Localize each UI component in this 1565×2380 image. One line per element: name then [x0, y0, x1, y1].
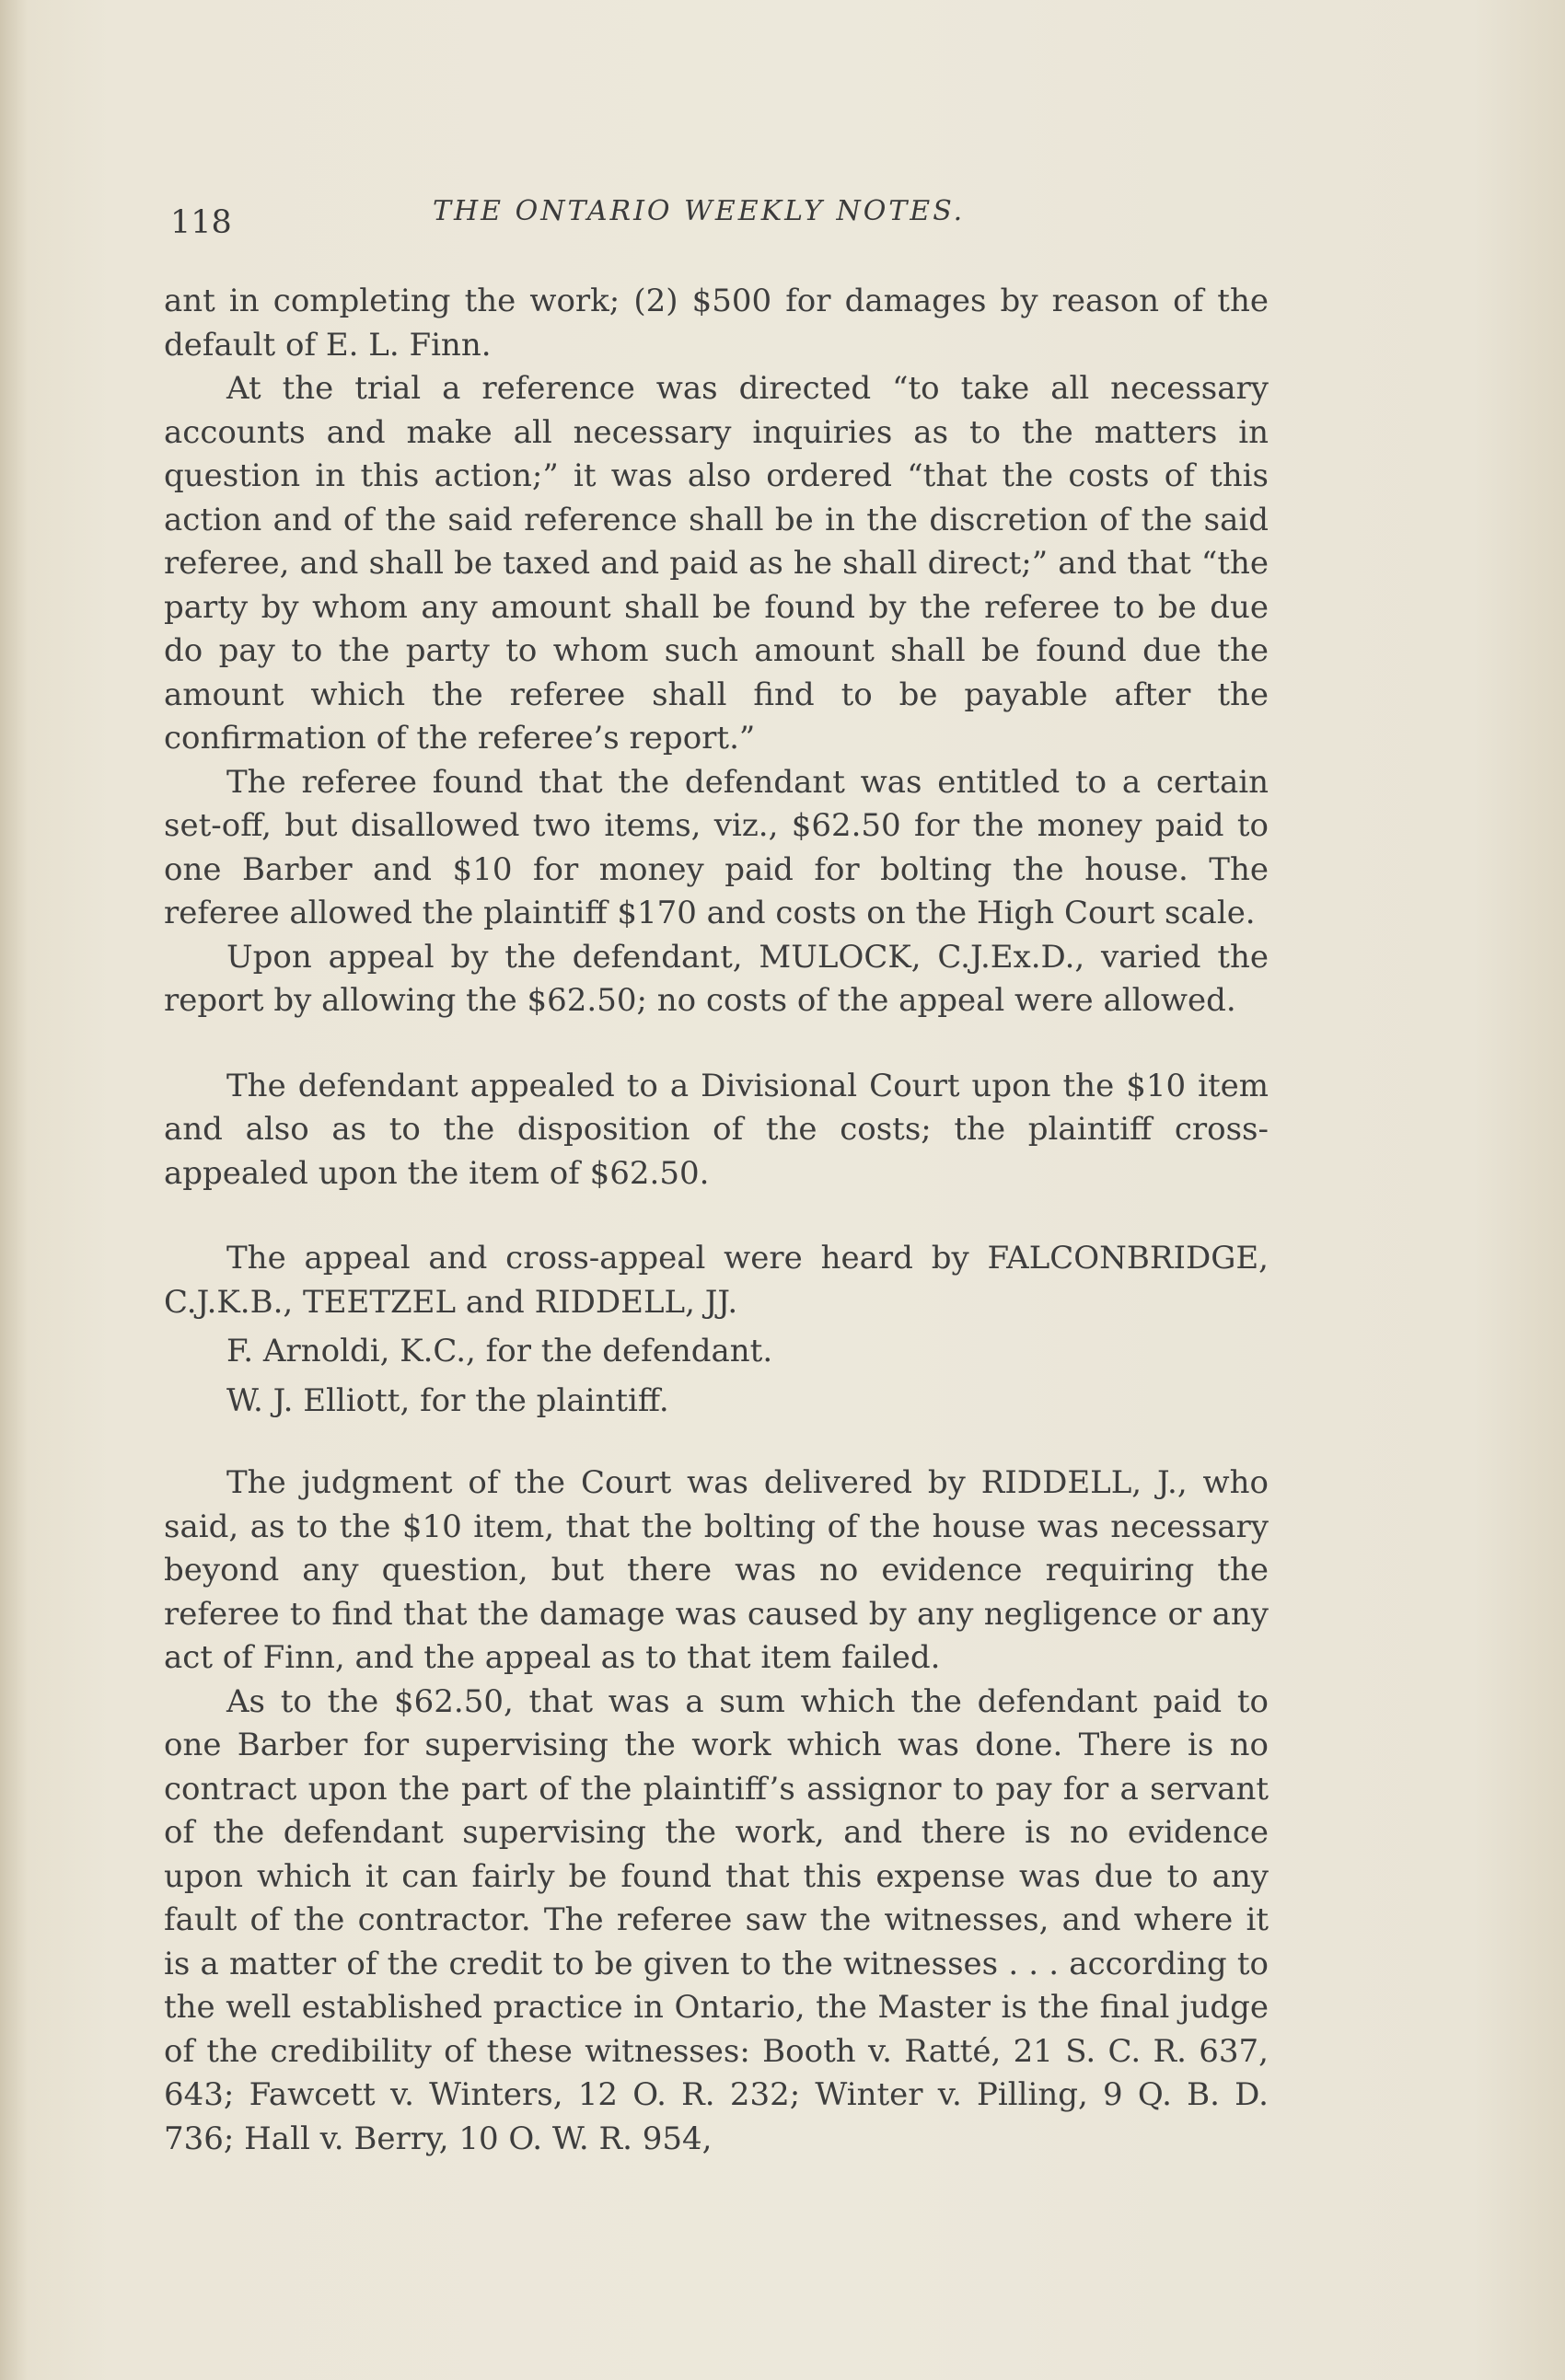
paragraph: As to the $62.50, that was a sum which the defendant paid to one Barber for supervising the work which was done. There is no contract upon the part of the plaintiff’s assignor to pay for a servant of the defendant supervising the work, and there is no evidence upon which it can fairly be found that this expense was due to any fault of the contractor. The referee saw the witnesses, and where it is a matter of the credit to be given to the witnesses . . . according to the well established practice in Ontario, the Master is the final judge of the credibility of these witnesses: Booth v. Ratté, 21 S. C. R. 637, 643; Fawcett v. Winters, 12 O. R. 232; Winter v. Pilling, 9 Q. B. D. 736; Hall v. Berry, 10 O. W. R. 954, [164, 1682, 1269, 2157]
counsel-line: F. Arnoldi, K.C., for the defendant. [226, 1333, 773, 1369]
paragraph: The appeal and cross-appeal were heard by FALCONBRIDGE, C.J.K.B., TEETZEL and RIDDELL, JJ. [164, 1240, 1269, 1321]
paragraph: The referee found that the defendant was entitled to a certain set-off, but disallowed two items, viz., $62.50 for the money paid to one Barber and $10 for money paid for bolting the house. The referee allowed the plaintiff $170 and costs on the High Court scale. [164, 763, 1269, 931]
page-header [170, 195, 1270, 250]
paragraph: The defendant appealed to a Divisional Court upon the $10 item and also as to the disposition of the costs; the plaintiff cross-appealed upon the item of $62.50. [164, 1067, 1269, 1192]
counsel-line: W. J. Elliott, for the plaintiff. [226, 1381, 669, 1419]
paragraph: The judgment of the Court was delivered by RIDDELL, J., who said, as to the $10 item, that the bolting of the house was necessary beyond any question, but there was no evidence requiring the referee to find that the damage was caused by any negligence or any act of Finn, and the appeal as to that item failed. [164, 1464, 1269, 1676]
paragraph: At the trial a reference was directed “to take all necessary accounts and make all necessary inquiries as to the matters in question in this action;” it was also ordered “that the costs of this action and of the said reference shall be in the discretion of the said referee, and shall be taxed and paid as he shall direct;” and that “the party by whom any amount shall be found by the referee to be due do pay to the party to whom such amount shall be found due the amount which the referee shall find to be payable after the confirmation of the referee’s report.” [164, 370, 1269, 757]
body-text [164, 280, 1269, 2161]
paragraph: Upon appeal by the defendant, MULOCK, C.J.Ex.D., varied the report by allowing the $62.50; no costs of the appeal were allowed. [164, 938, 1269, 1019]
page-number: 118 [170, 204, 232, 241]
paragraph: ant in completing the work; (2) $500 for damages by reason of the default of E. L. Finn. [164, 283, 1269, 364]
running-title: THE ONTARIO WEEKLY NOTES. [433, 195, 966, 227]
